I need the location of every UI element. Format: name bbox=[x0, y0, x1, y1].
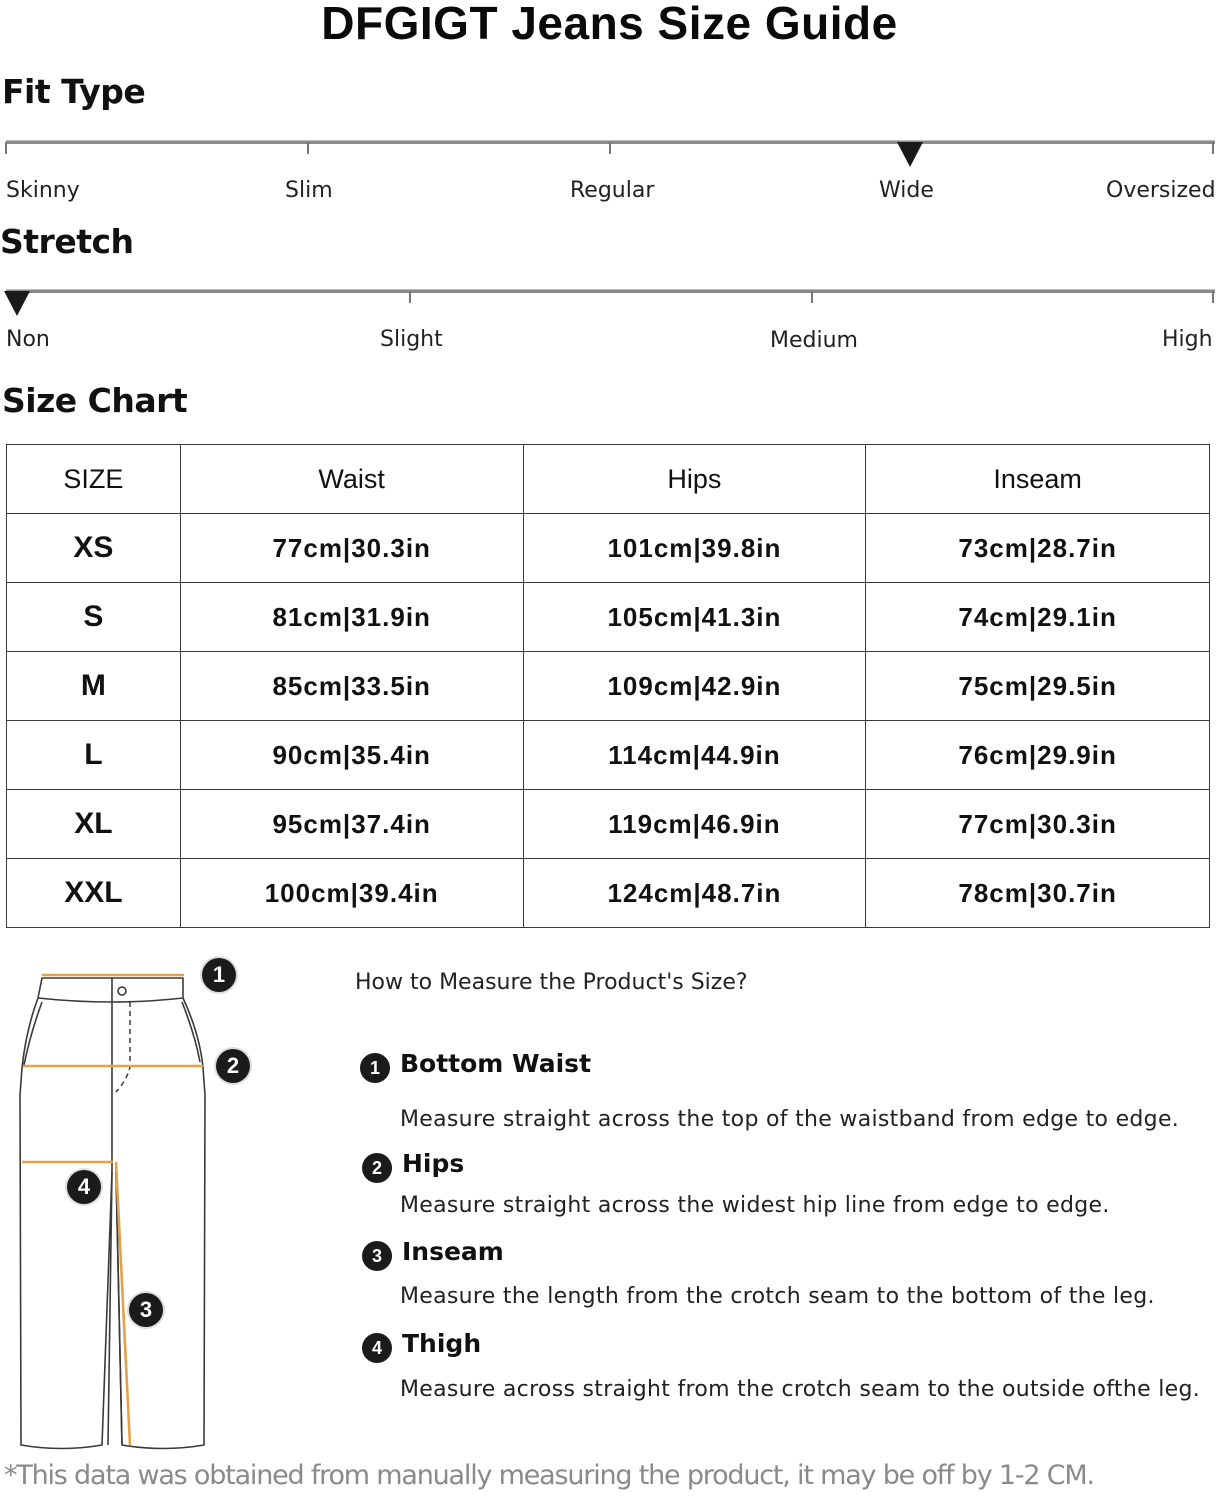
marker-2-icon: 2 bbox=[216, 1049, 250, 1083]
table-row bbox=[7, 721, 1210, 790]
table-row bbox=[7, 859, 1210, 928]
column-header-waist: Waist bbox=[180, 445, 523, 514]
number-1-icon: 1 bbox=[360, 1053, 390, 1083]
waist-cell: 81cm|31.9in bbox=[180, 583, 523, 652]
stretch-label-non: Non bbox=[6, 327, 50, 352]
measure-label: Thigh bbox=[402, 1329, 482, 1358]
hips-cell: 124cm|48.7in bbox=[523, 859, 866, 928]
how-to-measure-title: How to Measure the Product's Size? bbox=[355, 970, 748, 995]
measure-label: Inseam bbox=[402, 1237, 504, 1266]
fit-type-label-regular: Regular bbox=[570, 178, 655, 203]
measure-description: Measure across straight from the crotch seam to the outside ofthe leg. bbox=[400, 1377, 1201, 1402]
size-chart-table bbox=[6, 444, 1210, 928]
waist-cell: 95cm|37.4in bbox=[180, 790, 523, 859]
waist-cell: 77cm|30.3in bbox=[180, 514, 523, 583]
waist-cell: 85cm|33.5in bbox=[180, 652, 523, 721]
pants-outline-icon bbox=[0, 940, 300, 1460]
disclaimer-note: *This data was obtained from manually measuring the product, it may be off by 1-2 CM. bbox=[4, 1460, 1094, 1491]
stretch-label-medium: Medium bbox=[770, 328, 858, 353]
marker-3-icon: 3 bbox=[129, 1293, 163, 1327]
marker-1-icon: 1 bbox=[202, 958, 236, 992]
stretch-heading: Stretch bbox=[0, 222, 134, 261]
size-cell: L bbox=[7, 721, 181, 790]
stretch-scale bbox=[0, 287, 1219, 327]
table-row bbox=[7, 514, 1210, 583]
stretch-label-slight: Slight bbox=[380, 327, 443, 352]
fit-type-heading: Fit Type bbox=[2, 72, 146, 111]
number-4-icon: 4 bbox=[362, 1333, 392, 1363]
table-row bbox=[7, 583, 1210, 652]
size-cell: XS bbox=[7, 514, 181, 583]
waist-cell: 90cm|35.4in bbox=[180, 721, 523, 790]
number-3-icon: 3 bbox=[362, 1241, 392, 1271]
fit-type-label-wide: Wide bbox=[879, 178, 934, 203]
fit-type-label-skinny: Skinny bbox=[6, 178, 80, 203]
fit-type-scale bbox=[0, 138, 1219, 178]
stretch-tick bbox=[409, 291, 411, 303]
inseam-cell: 73cm|28.7in bbox=[866, 514, 1210, 583]
measure-label: Bottom Waist bbox=[400, 1049, 592, 1078]
pants-measurement-diagram bbox=[0, 940, 300, 1460]
column-header-inseam: Inseam bbox=[866, 445, 1210, 514]
stretch-label-high: High bbox=[1162, 327, 1213, 352]
hips-cell: 119cm|46.9in bbox=[523, 790, 866, 859]
stretch-tick bbox=[1212, 291, 1214, 303]
number-2-icon: 2 bbox=[362, 1153, 392, 1183]
inseam-cell: 76cm|29.9in bbox=[866, 721, 1210, 790]
inseam-cell: 78cm|30.7in bbox=[866, 859, 1210, 928]
measure-description: Measure the length from the crotch seam to the bottom of the leg. bbox=[400, 1284, 1155, 1309]
table-header-row bbox=[7, 445, 1210, 514]
hips-cell: 109cm|42.9in bbox=[523, 652, 866, 721]
stretch-pointer-icon bbox=[4, 291, 30, 316]
inseam-cell: 75cm|29.5in bbox=[866, 652, 1210, 721]
fit-type-tick bbox=[609, 142, 611, 154]
size-cell: S bbox=[7, 583, 181, 652]
fit-type-tick bbox=[307, 142, 309, 154]
table-row bbox=[7, 652, 1210, 721]
fit-type-label-slim: Slim bbox=[285, 178, 333, 203]
size-cell: XXL bbox=[7, 859, 181, 928]
marker-4-icon: 4 bbox=[67, 1170, 101, 1204]
fit-type-pointer-icon bbox=[897, 142, 923, 167]
fit-type-tick bbox=[1212, 142, 1214, 154]
size-cell: M bbox=[7, 652, 181, 721]
hips-cell: 101cm|39.8in bbox=[523, 514, 866, 583]
measure-description: Measure straight across the top of the waistband from edge to edge. bbox=[400, 1107, 1180, 1132]
measure-label: Hips bbox=[402, 1149, 465, 1178]
table-row bbox=[7, 790, 1210, 859]
hips-cell: 105cm|41.3in bbox=[523, 583, 866, 652]
page-title: DFGIGT Jeans Size Guide bbox=[321, 0, 898, 49]
stretch-scale-line bbox=[6, 289, 1215, 293]
stretch-tick bbox=[811, 291, 813, 303]
column-header-size: SIZE bbox=[7, 445, 181, 514]
inseam-cell: 77cm|30.3in bbox=[866, 790, 1210, 859]
column-header-hips: Hips bbox=[523, 445, 866, 514]
size-cell: XL bbox=[7, 790, 181, 859]
inseam-cell: 74cm|29.1in bbox=[866, 583, 1210, 652]
fit-type-tick bbox=[5, 142, 7, 154]
measure-description: Measure straight across the widest hip line from edge to edge. bbox=[400, 1193, 1110, 1218]
fit-type-label-oversized: Oversized bbox=[1106, 178, 1216, 203]
hips-cell: 114cm|44.9in bbox=[523, 721, 866, 790]
waist-cell: 100cm|39.4in bbox=[180, 859, 523, 928]
size-chart-heading: Size Chart bbox=[2, 381, 188, 420]
